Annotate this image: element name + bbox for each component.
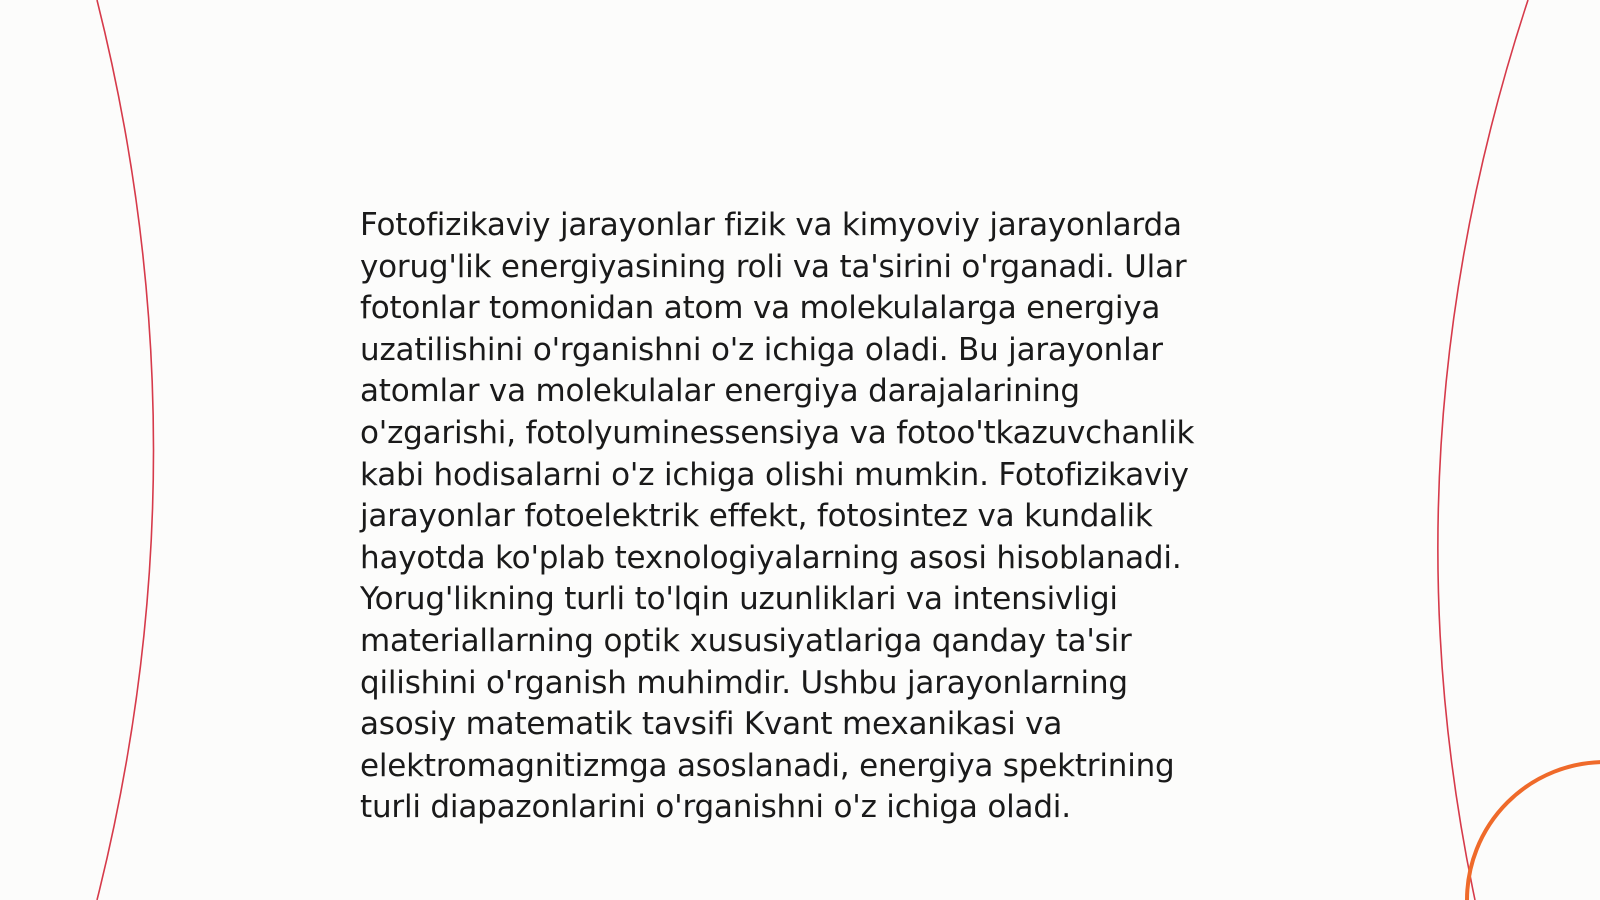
paragraph-line: fotonlar tomonidan atom va molekulalarga energiya — [360, 290, 1161, 327]
paragraph-line: turli diapazonlarini o'rganishni o'z ichiga oladi. — [360, 789, 1071, 826]
paragraph-line: elektromagnitizmga asoslanadi, energiya spektrining — [360, 747, 1175, 784]
paragraph-line: atomlar va molekulalar energiya darajalarining — [360, 373, 1080, 410]
paragraph-line: kabi hodisalarni o'z ichiga olishi mumkin. Fotofizikaviy — [360, 456, 1189, 493]
paragraph-line: uzatilishini o'rganishni o'z ichiga oladi. Bu jarayonlar — [360, 331, 1163, 368]
paragraph-line: yorug'lik energiyasining roli va ta'sirini o'rganadi. Ular — [360, 248, 1187, 285]
orange-circle-arc — [1467, 762, 1600, 900]
paragraph-line: hayotda ko'plab texnologiyalarning asosi hisoblanadi. — [360, 539, 1182, 576]
paragraph-line: asosiy matematik tavsifi Kvant mexanikasi va — [360, 706, 1063, 743]
left-red-arc — [97, 0, 154, 900]
paragraph-line: qilishini o'rganish muhimdir. Ushbu jarayonlarning — [360, 664, 1128, 701]
paragraph-line: Yorug'likning turli to'lqin uzunliklari va intensivligi — [360, 581, 1118, 618]
paragraph-line: Fotofizikaviy jarayonlar fizik va kimyoviy jarayonlarda — [360, 207, 1182, 243]
paragraph-line: o'zgarishi, fotolyuminessensiya va fotoo'tkazuvchanlik — [360, 414, 1195, 451]
paragraph-line: jarayonlar fotoelektrik effekt, fotosintez va kundalik — [360, 498, 1153, 535]
right-red-arc — [1438, 0, 1528, 900]
body-paragraph — [360, 205, 1260, 829]
paragraph-line: materiallarning optik xususiyatlariga qanday ta'sir — [360, 622, 1132, 659]
